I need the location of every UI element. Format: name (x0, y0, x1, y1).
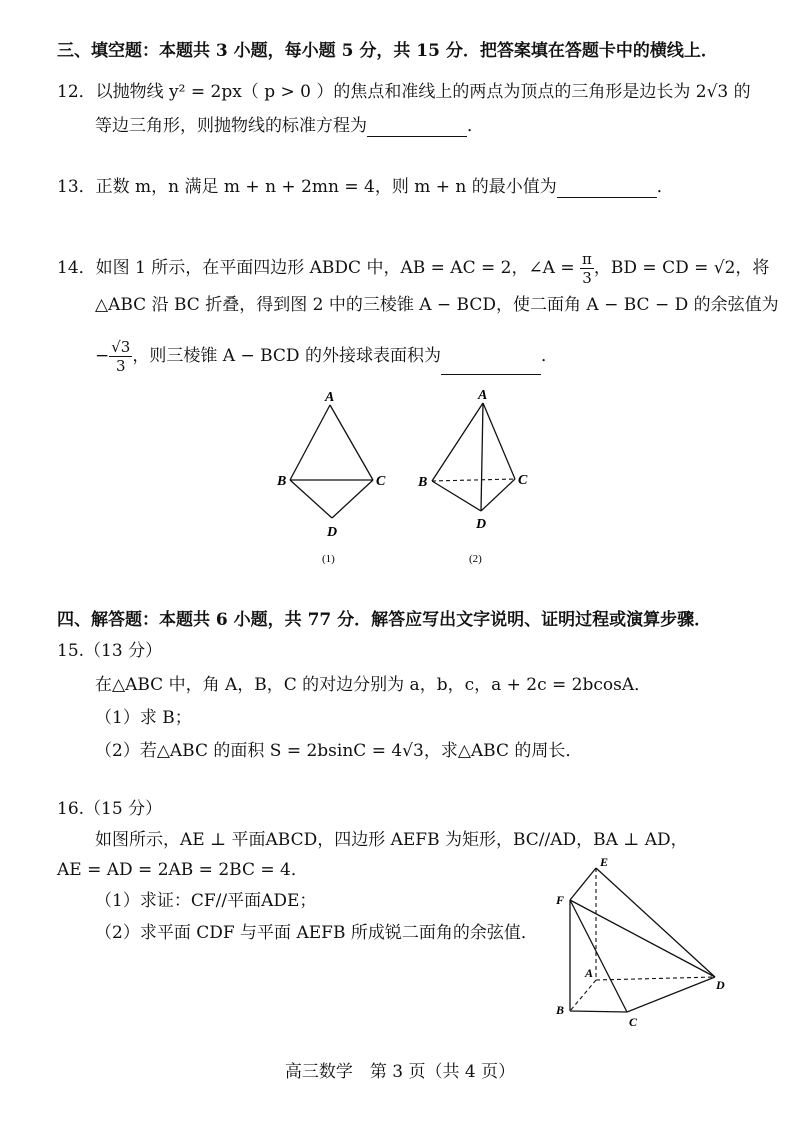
fig2-label-a: A (478, 388, 488, 403)
fig1-edge-ac (330, 405, 373, 480)
q16-edge-ad-hidden (596, 977, 715, 980)
fig2-label-c: C (518, 473, 528, 488)
fig2-edge-cd (481, 479, 515, 511)
q12-end: ． (467, 116, 484, 136)
q16-label-d: D (716, 978, 725, 992)
fig2-edge-ac (483, 403, 515, 479)
fig1-edge-cd (332, 480, 373, 518)
q12-line2 (95, 115, 484, 137)
q14-figure-1 (276, 390, 386, 565)
q13-text: 13．正数 m，n 满足 m + n + 2mn = 4，则 m + n 的最小值为 (57, 177, 557, 197)
section3-heading: 三、填空题：本题共 3 小题，每小题 5 分，共 15 分．把答案填在答题卡中的横线上． (57, 41, 718, 61)
q15-title: 15.（13 分） (57, 641, 163, 661)
q16-label-b: B (556, 1003, 565, 1017)
q14-figure-2 (417, 388, 528, 565)
fig1-label-a: A (325, 390, 335, 405)
q16-stem2: AE = AD = 2AB = 2BC = 4． (57, 860, 308, 880)
fig2-edge-ab (432, 403, 483, 481)
q16-part2: （2）求平面 CDF 与平面 AEFB 所成锐二面角的余弦值． (95, 923, 538, 943)
q14-cos-fraction (109, 338, 132, 375)
q14-line1b: ，BD = CD = √2，将 (593, 258, 770, 278)
fig1-caption: (1) (322, 553, 335, 565)
q14-end: ． (540, 346, 558, 366)
q14-angle-num: π (582, 250, 592, 268)
q16-stem1: 如图所示，AE ⊥ 平面ABCD，四边形 AEFB 为矩形，BC//AD，BA ⊥ AD， (95, 830, 688, 850)
q14-angle-den: 3 (582, 269, 592, 287)
q16-label-f: F (556, 893, 565, 907)
q16-figure (548, 852, 748, 1032)
q14-neg: − (95, 346, 110, 366)
fig2-edge-bc-hidden (432, 479, 515, 481)
fig1-label-b: B (277, 474, 287, 489)
q14-line2: △ABC 沿 BC 折叠，得到图 2 中的三棱锥 A − BCD，使二面角 A − BC − D 的余弦值为 (95, 295, 779, 315)
fig2-edge-bd (432, 481, 481, 511)
fig1-edge-bd (290, 480, 332, 518)
q14-angle-fraction (580, 250, 594, 287)
fig1-edge-ab (290, 405, 330, 480)
q16-edge-bc (570, 1011, 627, 1012)
q16-label-a: A (585, 966, 594, 980)
q15-part2: （2）若△ABC 的面积 S = 2bsinC = 4√3，求△ABC 的周长． (95, 741, 583, 761)
q12-line2-text: 等边三角形，则抛物线的标准方程为 (95, 116, 367, 136)
q16-label-e: E (600, 855, 609, 869)
fig2-label-d: D (476, 517, 487, 532)
q14-line3-text: ，则三棱锥 A − BCD 的外接球表面积为 (132, 346, 441, 366)
q15-stem: 在△ABC 中，角 A，B，C 的对边分别为 a，b，c，a + 2c = 2bcosA． (95, 675, 652, 695)
q14-answer-blank (441, 356, 541, 375)
q16-edge-ed (596, 868, 715, 977)
q14-cos-den: 3 (116, 357, 126, 375)
q12-answer-blank (367, 118, 467, 137)
q14-line1a: 14．如图 1 所示，在平面四边形 ABDC 中，AB = AC = 2，∠A = (57, 258, 575, 278)
q13-answer-blank (557, 179, 657, 198)
q13-line1 (57, 176, 674, 198)
q14-cos-num: √3 (111, 338, 131, 356)
q14-figures (260, 385, 560, 570)
q16-title: 16.（15 分） (57, 799, 163, 819)
fig2-label-b: B (418, 475, 428, 490)
q16-edge-ab-hidden (570, 980, 596, 1011)
section4-heading: 四、解答题：本题共 6 小题，共 77 分．解答应写出文字说明、证明过程或演算步骤． (57, 610, 712, 630)
q13-end: ． (656, 177, 674, 197)
fig2-edge-ad (481, 403, 483, 511)
q12-line1: 12．以抛物线 y² = 2px（ p > 0 ）的焦点和准线上的两点为顶点的三角形是边长为 2√3 的 (57, 82, 751, 102)
q16-edge-cd (627, 977, 715, 1012)
q14-line3 (95, 338, 558, 375)
page-footer: 高三数学 第 3 页（共 4 页） (284, 1062, 516, 1082)
q15-part1: （1）求 B； (95, 708, 192, 728)
fig1-label-c: C (376, 474, 386, 489)
q16-part1: （1）求证：CF//平面ADE； (95, 891, 317, 911)
q16-label-c: C (629, 1015, 638, 1029)
q14-line1 (57, 250, 769, 287)
q16-edge-fc (570, 900, 627, 1012)
fig1-label-d: D (327, 525, 338, 540)
q16-edge-ef (570, 868, 596, 900)
fig2-caption: (2) (469, 553, 482, 565)
